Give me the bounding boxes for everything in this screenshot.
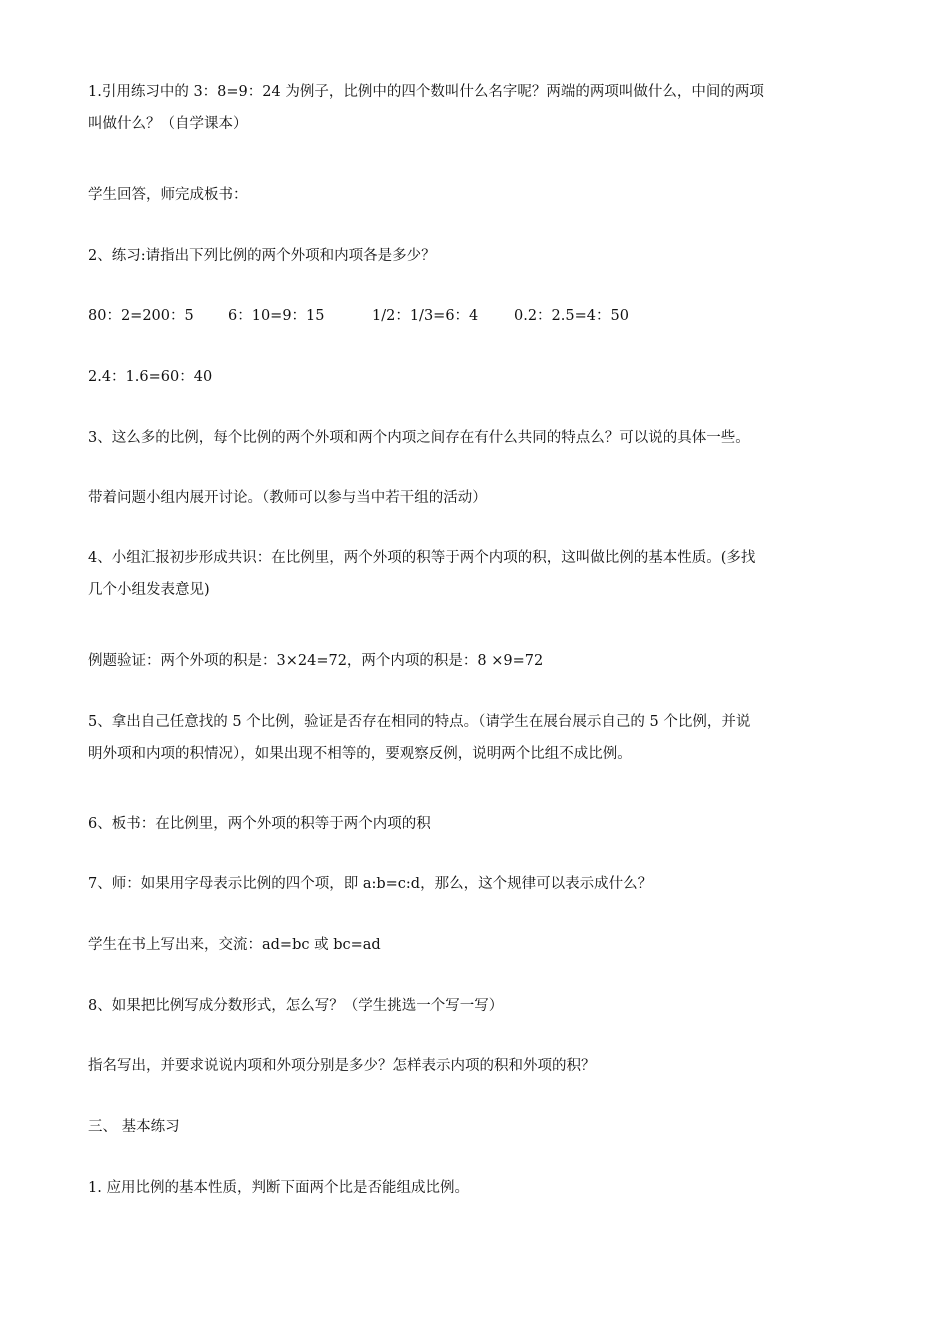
ratio-example: 80：2=200：5 [88, 308, 194, 324]
ratio-example: 6：10=9：15 [228, 308, 325, 324]
paragraph-line: 学生在书上写出来，交流：ad=bc 或 bc=ad [88, 937, 381, 953]
paragraph-line: 3、这么多的比例，每个比例的两个外项和两个内项之间存在有什么共同的特点么？可以说的具体一些。 [88, 430, 750, 446]
paragraph-line: 叫做什么？（自学课本） [88, 116, 248, 132]
paragraph-16 [88, 1172, 868, 1204]
paragraph-line: 7、师：如果用字母表示比例的四个项，即 a:b=c:d，那么，这个规律可以表示成什么？ [88, 876, 653, 892]
paragraph-line: 几个小组发表意见) [88, 582, 210, 598]
paragraph-line: 5、拿出自己任意找的 5 个比例，验证是否存在相同的特点。（请学生在展台展示自己的 5 个比例，并说 [88, 714, 751, 730]
paragraph-line: 明外项和内项的积情况），如果出现不相等的，要观察反例，说明两个比组不成比例。 [88, 746, 632, 762]
paragraph-line: 指名写出，并要求说说内项和外项分别是多少？怎样表示内项的积和外项的积？ [88, 1058, 596, 1074]
paragraph-line: 1.引用练习中的 3：8=9：24 为例子，比例中的四个数叫什么名字呢？两端的两项叫做什么，中间的两项 [88, 84, 764, 100]
paragraph-1 [88, 76, 868, 140]
paragraph-8 [88, 645, 868, 677]
paragraph-13 [88, 990, 868, 1022]
paragraph-line: 例题验证：两个外项的积是：3×24=72，两个内项的积是：8 ×9=72 [88, 653, 544, 669]
paragraph-line: 8、如果把比例写成分数形式，怎么写？（学生挑选一个写一写） [88, 998, 504, 1014]
paragraph-line: 2、练习:请指出下列比例的两个外项和内项各是多少？ [88, 248, 436, 264]
paragraph-4 [88, 361, 868, 393]
paragraph-2 [88, 179, 868, 211]
paragraph-12 [88, 929, 868, 961]
ratio-examples-row [88, 300, 868, 332]
paragraph-6 [88, 482, 868, 514]
paragraph-11 [88, 868, 868, 900]
ratio-example: 1/2：1/3=6：4 [372, 308, 479, 324]
paragraph-line: 6、板书：在比例里，两个外项的积等于两个内项的积 [88, 816, 431, 832]
paragraph-5 [88, 422, 868, 454]
paragraph-14 [88, 1050, 868, 1082]
paragraph-line: 带着问题小组内展开讨论。（教师可以参与当中若干组的活动） [88, 490, 487, 506]
paragraph-line: 三、 基本练习 [88, 1119, 180, 1135]
ratio-example: 0.2：2.5=4：50 [514, 308, 629, 324]
paragraph-7 [88, 542, 868, 606]
paragraph-line: 4、小组汇报初步形成共识：在比例里，两个外项的积等于两个内项的积，这叫做比例的基本性质。(多找 [88, 550, 756, 566]
paragraph-10 [88, 808, 868, 840]
paragraph-line: 2.4：1.6=60：40 [88, 369, 213, 385]
paragraph-9 [88, 706, 868, 770]
paragraph-line: 1. 应用比例的基本性质，判断下面两个比是否能组成比例。 [88, 1180, 469, 1196]
paragraph-3 [88, 240, 868, 272]
paragraph-line: 学生回答，师完成板书： [88, 187, 248, 203]
section-heading [88, 1111, 868, 1143]
